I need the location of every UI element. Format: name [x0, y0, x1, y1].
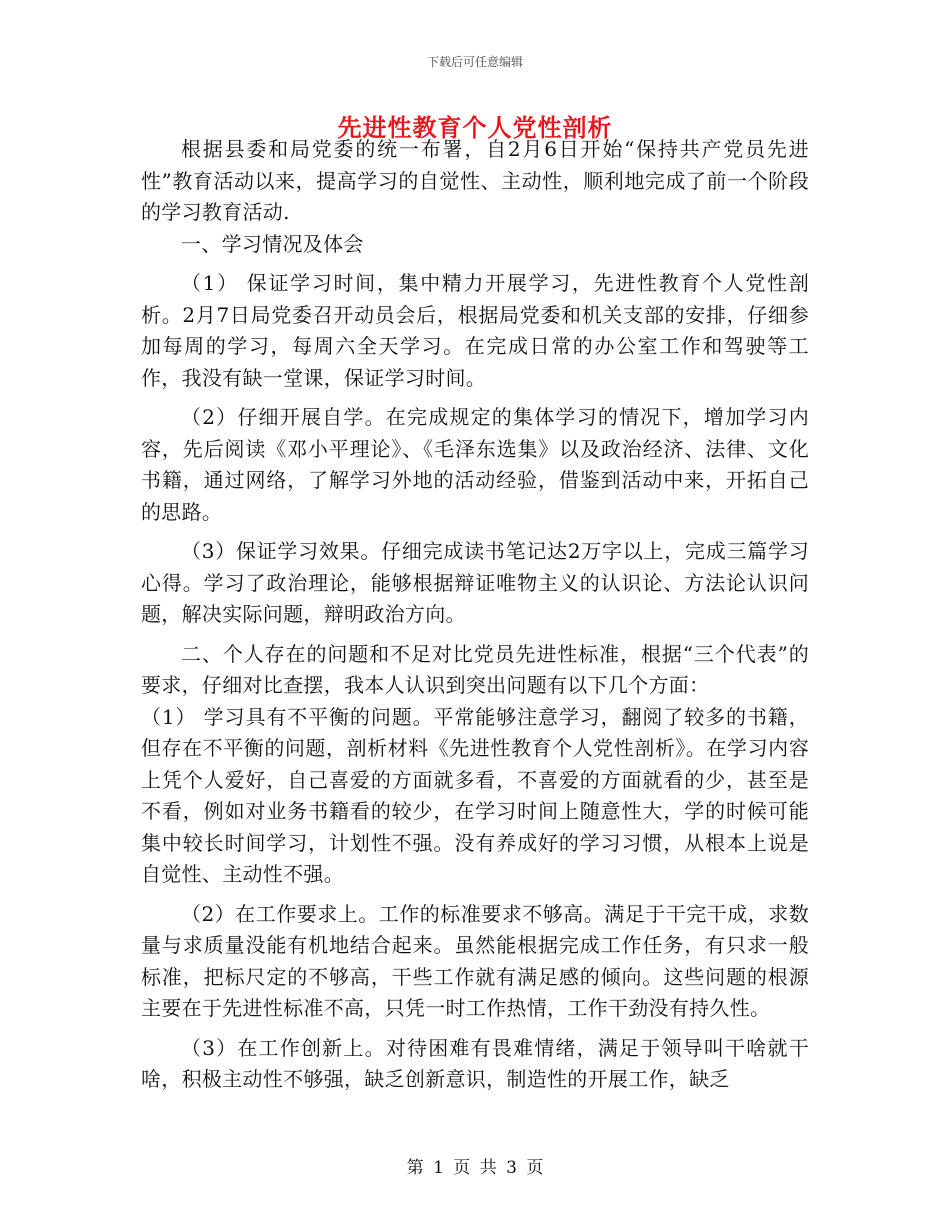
document-body	[141, 134, 809, 1096]
page-number: 第 1 页 共 3 页	[406, 1158, 544, 1178]
paragraph-2-3: （3）在工作创新上。对待困难有畏难情绪，满足于领导叫干啥就干啥，积极主动性不够强，缺乏创新意识，制造性的开展工作，缺乏	[141, 1035, 809, 1091]
document-title: 先进性教育个人党性剖析	[337, 113, 613, 142]
paragraph-2-1: （1） 学习具有不平衡的问题。平常能够注意学习，翻阅了较多的书籍，但存在不平衡的问题，剖析材料《先进性教育个人党性剖析》。在学习内容上凭个人爱好，自己喜爱的方面就多看，不喜爱的方面就看的少，甚至是不看，例如对业务书籍看的较少，在学习时间上随意性大，学的时候可能集中较长时间学习，计划性不强。没有养成好的学习习惯，从根本上说是自觉性、主动性不强。	[141, 704, 809, 886]
section-heading-2: 二、个人存在的问题和不足对比党员先进性标准，根据“三个代表”的要求，仔细对比查摆，我本人认识到突出问题有以下几个方面：	[141, 641, 809, 697]
paragraph-2-2: （2）在工作要求上。工作的标准要求不够高。满足于干完干成，求数量与求质量没能有机地结合起来。虽然能根据完成工作任务，有只求一般标准，把标尺定的不够高，干些工作就有满足感的倾向。这些问题的根源主要在于先进性标准不高，只凭一时工作热情，工作干劲没有持久性。	[141, 901, 809, 1020]
section-heading-1: 一、学习情况及体会	[181, 231, 364, 256]
paragraph-1-1: （1） 保证学习时间，集中精力开展学习，先进性教育个人党性剖析。2月7日局党委召开动员会后，根据局党委和机关支部的安排，仔细参加每周的学习，每周六全天学习。在完成日常的办公室工作和驾驶等工作，我没有缺一堂课，保证学习时间。	[141, 271, 809, 390]
paragraph-1-2: （2）仔细开展自学。在完成规定的集体学习的情况下，增加学习内容，先后阅读《邓小平理论》、《毛泽东选集》以及政治经济、法律、文化书籍，通过网络，了解学习外地的活动经验，借鉴到活动中来，开拓自己的思路。	[141, 405, 809, 524]
paragraph-1-3: （3）保证学习效果。仔细完成读书笔记达2万字以上，完成三篇学习心得。学习了政治理论，能够根据辩证唯物主义的认识论、方法论认识问题，解决实际问题，辩明政治方向。	[141, 539, 809, 626]
header-note: 下载后可任意编辑	[426, 55, 523, 69]
paragraph-intro: 根据县委和局党委的统一布署，自2月6日开始“保持共产党员先进性”教育活动以来，提高学习的自觉性、主动性，顺利地完成了前一个阶段的学习教育活动.	[141, 137, 809, 224]
